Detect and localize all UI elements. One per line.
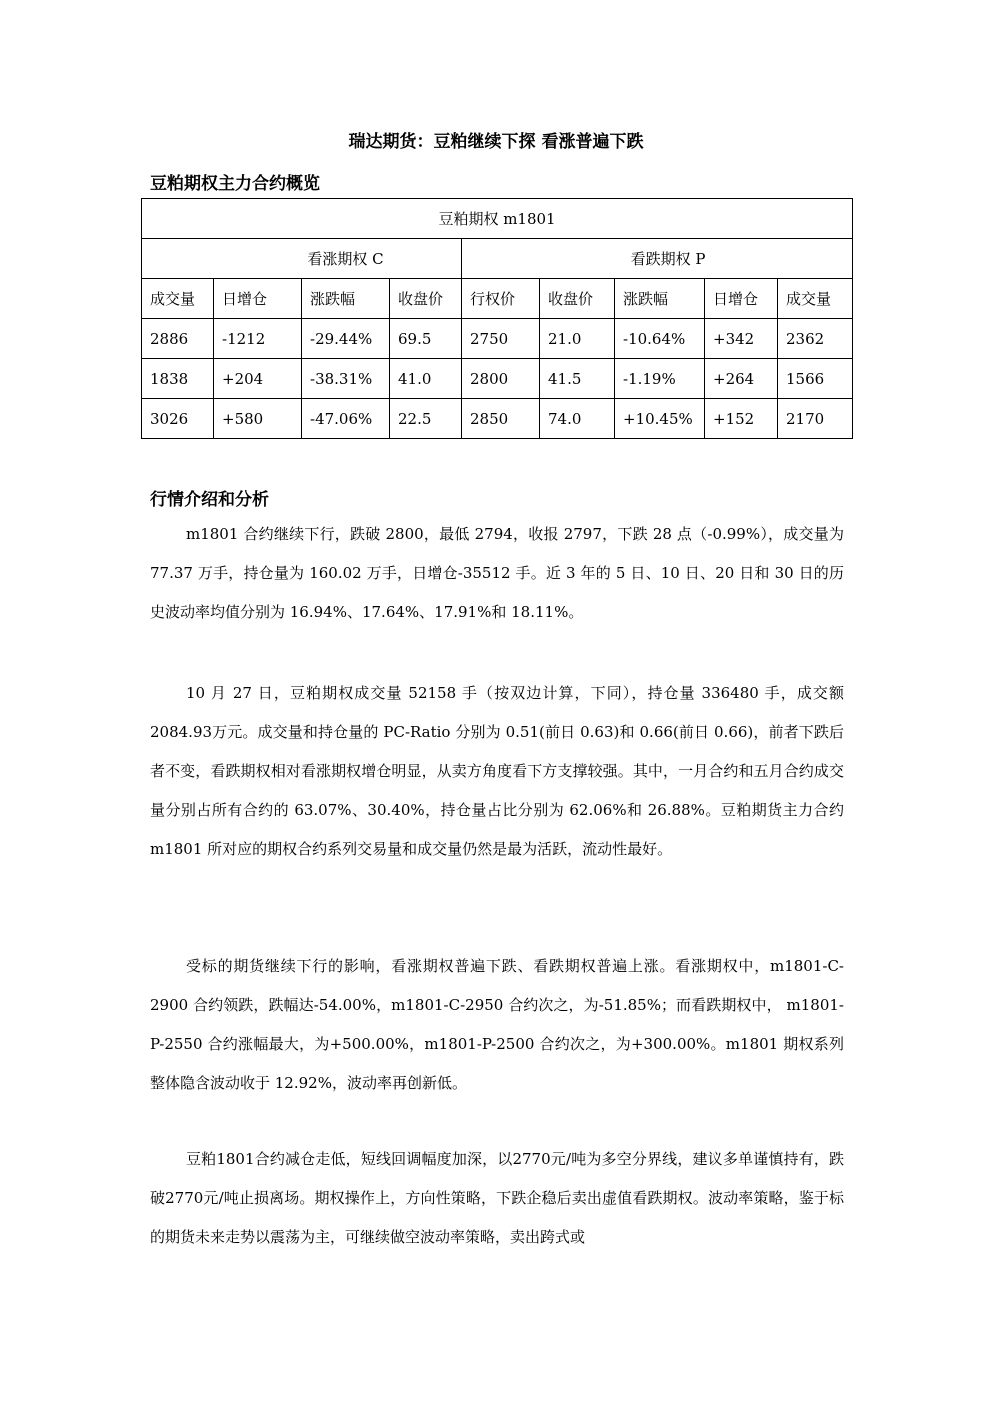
column-header: 行权价 (462, 279, 540, 319)
column-header: 成交量 (142, 279, 214, 319)
table-cell: 2170 (778, 399, 853, 439)
table-cell: +10.45% (615, 399, 705, 439)
table-row (142, 399, 853, 439)
table-cell: 41.5 (540, 359, 615, 399)
table-group-row (142, 239, 853, 279)
table-cell: -38.31% (302, 359, 390, 399)
table-cell: 2886 (142, 319, 214, 359)
table-cell: 22.5 (390, 399, 462, 439)
section-heading-overview: 豆粕期权主力合约概览 (150, 174, 320, 194)
table-cell: -47.06% (302, 399, 390, 439)
column-header: 涨跌幅 (615, 279, 705, 319)
table-cell: 21.0 (540, 319, 615, 359)
table-cell: 2750 (462, 319, 540, 359)
table-cell: 74.0 (540, 399, 615, 439)
table-cell: +204 (214, 359, 302, 399)
paragraph-volume-stats: 10 月 27 日，豆粕期权成交量 52158 手（按双边计算，下同），持仓量 336480 手，成交额2084.93万元。成交量和持仓量的 PC-Ratio 分别为 0.51(前日 0.63)和 0.66(前日 0.66)，前者下跌后者不变，看跌期权相对看涨期权增仓明显，从卖方角度看下方支撑较强。其中，一月合约和五月合约成交量分别占所有合约的 63.07%、30.40%，持仓量占比分别为 62.06%和 26.88%。豆粕期货主力合约 m1801 所对应的期权合约系列交易量和成交量仍然是最为活跃，流动性最好。 (150, 684, 844, 858)
column-header: 成交量 (778, 279, 853, 319)
table-cell: 41.0 (390, 359, 462, 399)
column-header: 日增仓 (705, 279, 778, 319)
table-cell: -29.44% (302, 319, 390, 359)
table-cell: 1838 (142, 359, 214, 399)
table-cell: -10.64% (615, 319, 705, 359)
table-caption: 豆粕期权 m1801 (142, 199, 853, 239)
section-heading-analysis: 行情介绍和分析 (150, 490, 269, 510)
table-cell: +152 (705, 399, 778, 439)
table-header-row (142, 279, 853, 319)
paragraph-contract-moves: 受标的期货继续下行的影响，看涨期权普遍下跌、看跌期权普遍上涨。看涨期权中，m1801-C-2900 合约领跌，跌幅达-54.00%，m1801-C-2950 合约次之，为-51.85%；而看跌期权中， m1801-P-2550 合约涨幅最大，为+500.00%，m1801-P-2500 合约次之，为+300.00%。m1801 期权系列整体隐含波动收于 12.92%，波动率再创新低。 (150, 957, 844, 1092)
table-cell: +580 (214, 399, 302, 439)
column-header: 日增仓 (214, 279, 302, 319)
table-cell: +342 (705, 319, 778, 359)
table-row (142, 359, 853, 399)
table-cell: 1566 (778, 359, 853, 399)
table-row (142, 319, 853, 359)
table-cell: 2362 (778, 319, 853, 359)
paragraph-market-summary: m1801 合约继续下行，跌破 2800，最低 2794，收报 2797，下跌 28 点（-0.99%），成交量为 77.37 万手，持仓量为 160.02 万手，日增仓-35512 手。近 3 年的 5 日、10 日、20 日和 30 日的历史波动率均值分别为 16.94%、17.64%、17.91%和 18.11%。 (150, 525, 844, 621)
table-caption-row (142, 199, 853, 239)
paragraph-strategy: 豆粕1801合约减仓走低，短线回调幅度加深，以2770元/吨为多空分界线，建议多单谨慎持有，跌破2770元/吨止损离场。期权操作上，方向性策略，下跌企稳后卖出虚值看跌期权。波动率策略，鉴于标的期货未来走势以震荡为主，可继续做空波动率策略，卖出跨式或 (150, 1150, 844, 1246)
table-cell: 2850 (462, 399, 540, 439)
table-cell: 3026 (142, 399, 214, 439)
column-header: 涨跌幅 (302, 279, 390, 319)
put-options-header: 看跌期权 P (462, 239, 853, 279)
table-cell: 2800 (462, 359, 540, 399)
document-title: 瑞达期货：豆粕继续下探 看涨普遍下跌 (348, 132, 644, 152)
column-header: 收盘价 (390, 279, 462, 319)
table-cell: 69.5 (390, 319, 462, 359)
column-header: 收盘价 (540, 279, 615, 319)
options-overview-table (141, 198, 853, 439)
table-cell: -1212 (214, 319, 302, 359)
table-cell: -1.19% (615, 359, 705, 399)
table-cell: +264 (705, 359, 778, 399)
call-options-header: 看涨期权 C (142, 239, 462, 279)
